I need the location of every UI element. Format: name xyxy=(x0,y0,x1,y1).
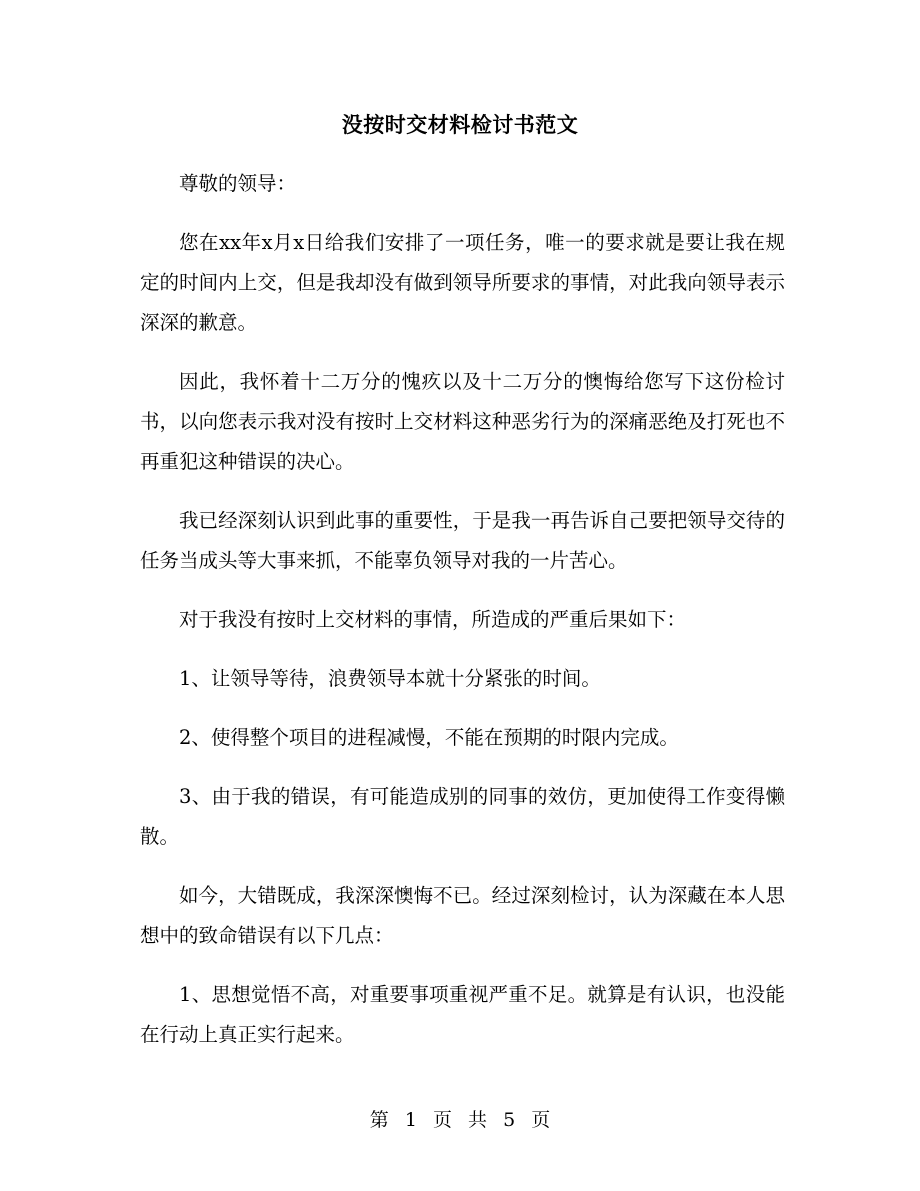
page-label-prefix: 第 xyxy=(369,1109,389,1131)
total-pages-number: 5 xyxy=(503,1109,516,1131)
page-number-footer xyxy=(0,1106,920,1134)
list-item: 1、让领导等待，浪费领导本就十分紧张的时间。 xyxy=(179,667,601,690)
list-item: 1、思想觉悟不高，对重要事项重视严重不足。就算是有认识，也没能在行动上真正实行起来。 xyxy=(140,983,785,1046)
paragraph: 因此，我怀着十二万分的愧疚以及十二万分的懊悔给您写下这份检讨书，以向您表示我对没有按时上交材料这种恶劣行为的深痛恶绝及打死也不再重犯这种错误的决心。 xyxy=(140,370,785,473)
paragraph: 对于我没有按时上交材料的事情，所造成的严重后果如下： xyxy=(179,608,687,631)
list-item: 2、使得整个项目的进程减慢，不能在预期的时限内完成。 xyxy=(179,726,679,749)
salutation: 尊敬的领导： xyxy=(179,172,297,195)
total-prefix: 共 xyxy=(468,1109,488,1131)
paragraph: 我已经深刻认识到此事的重要性，于是我一再告诉自己要把领导交待的任务当成头等大事来抓，不能辜负领导对我的一片苦心。 xyxy=(140,509,785,572)
paragraph: 您在xx年x月x日给我们安排了一项任务，唯一的要求就是要让我在规定的时间内上交，但是我却没有做到领导所要求的事情，对此我向领导表示深深的歉意。 xyxy=(140,231,785,334)
paragraph: 如今，大错既成，我深深懊悔不已。经过深刻检讨，认为深藏在本人思想中的致命错误有以下几点： xyxy=(140,884,785,947)
document-body xyxy=(140,164,785,1074)
document-title: 没按时交材料检讨书范文 xyxy=(341,112,579,137)
list-item: 3、由于我的错误，有可能造成别的同事的效仿，更加使得工作变得懒散。 xyxy=(140,785,785,848)
current-page-number: 1 xyxy=(404,1109,417,1131)
page-label-mid: 页 xyxy=(432,1109,452,1131)
page-label-suffix: 页 xyxy=(531,1109,551,1131)
